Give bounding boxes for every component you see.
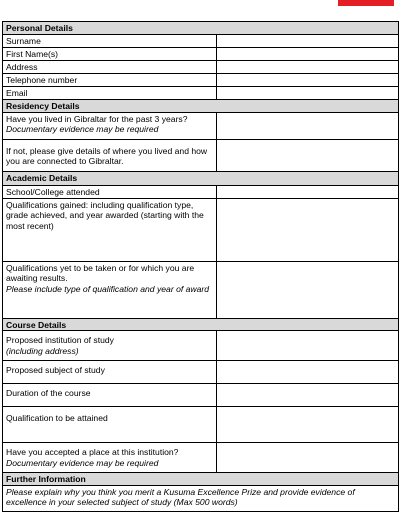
field-label xyxy=(3,331,217,361)
section-header: Further Information xyxy=(3,473,399,486)
section-residency-details xyxy=(3,99,399,112)
form-row-address xyxy=(3,60,399,73)
field-label: School/College attended xyxy=(3,185,217,198)
section-header: Academic Details xyxy=(3,171,399,185)
field-label: Surname xyxy=(3,34,217,47)
form-row-lived-in-gibraltar xyxy=(3,112,399,139)
field-label: Email xyxy=(3,86,217,99)
form-row-duration xyxy=(3,384,399,407)
accepted-place-input[interactable] xyxy=(217,443,399,473)
field-label: First Name(s) xyxy=(3,47,217,60)
telephone-input[interactable] xyxy=(217,73,399,86)
application-form-table xyxy=(2,21,399,512)
school-input[interactable] xyxy=(217,185,399,198)
form-row-further-information xyxy=(3,485,399,511)
email-input[interactable] xyxy=(217,86,399,99)
field-label: Telephone number xyxy=(3,73,217,86)
field-label xyxy=(3,112,217,139)
form-row-qualifications-pending xyxy=(3,261,399,318)
instruction-note: Please explain why you think you merit a Kusuma Excellence Prize and provide evidence of excellence in your selected subject of study (Max 500 words) xyxy=(6,486,355,508)
form-row-first-names xyxy=(3,47,399,60)
subject-input[interactable] xyxy=(217,361,399,384)
section-academic-details xyxy=(3,171,399,185)
form-row-accepted-place xyxy=(3,443,399,473)
form-row-school xyxy=(3,185,399,198)
section-header: Personal Details xyxy=(3,22,399,35)
question-note: Please include type of qualification and year of award xyxy=(6,283,210,294)
field-label: Duration of the course xyxy=(3,384,217,407)
form-row-email xyxy=(3,86,399,99)
question-note: Documentary evidence may be required xyxy=(6,457,159,468)
form-row-surname xyxy=(3,34,399,47)
section-header: Residency Details xyxy=(3,99,399,112)
qualification-input[interactable] xyxy=(217,407,399,443)
form-row-telephone xyxy=(3,73,399,86)
qualifications-gained-input[interactable] xyxy=(217,198,399,261)
field-label: Proposed subject of study xyxy=(3,361,217,384)
brand-tab xyxy=(338,0,394,6)
first-names-input[interactable] xyxy=(217,47,399,60)
question-note: (including address) xyxy=(6,345,79,356)
question-note: Documentary evidence may be required xyxy=(6,124,159,135)
surname-input[interactable] xyxy=(217,34,399,47)
field-label: Qualification to be attained xyxy=(3,407,217,443)
further-information-input[interactable] xyxy=(3,485,399,511)
duration-input[interactable] xyxy=(217,384,399,407)
question-text: Have you accepted a place at this institution? xyxy=(6,447,179,458)
lived-in-gibraltar-input[interactable] xyxy=(217,112,399,139)
field-label xyxy=(3,443,217,473)
form-row-connection-details xyxy=(3,139,399,171)
field-label: Address xyxy=(3,60,217,73)
connection-details-input[interactable] xyxy=(217,139,399,171)
institution-input[interactable] xyxy=(217,331,399,361)
section-personal-details xyxy=(3,22,399,35)
qualifications-pending-input[interactable] xyxy=(217,261,399,318)
form-row-subject xyxy=(3,361,399,384)
field-label: Qualifications gained: including qualification type, grade achieved, and year awarded (starting with the most recent) xyxy=(3,198,217,261)
form-row-institution xyxy=(3,331,399,361)
form-row-qualifications-gained xyxy=(3,198,399,261)
section-further-information xyxy=(3,473,399,486)
address-input[interactable] xyxy=(217,60,399,73)
field-label xyxy=(3,261,217,318)
question-text: Proposed institution of study xyxy=(6,335,114,346)
field-label: If not, please give details of where you lived and how you are connected to Gibraltar. xyxy=(3,139,217,171)
question-text: Have you lived in Gibraltar for the past 3 years? xyxy=(6,113,188,124)
section-header: Course Details xyxy=(3,318,399,331)
section-course-details xyxy=(3,318,399,331)
form-row-qualification xyxy=(3,407,399,443)
question-text: Qualifications yet to be taken or for which you are awaiting results. xyxy=(6,262,195,284)
